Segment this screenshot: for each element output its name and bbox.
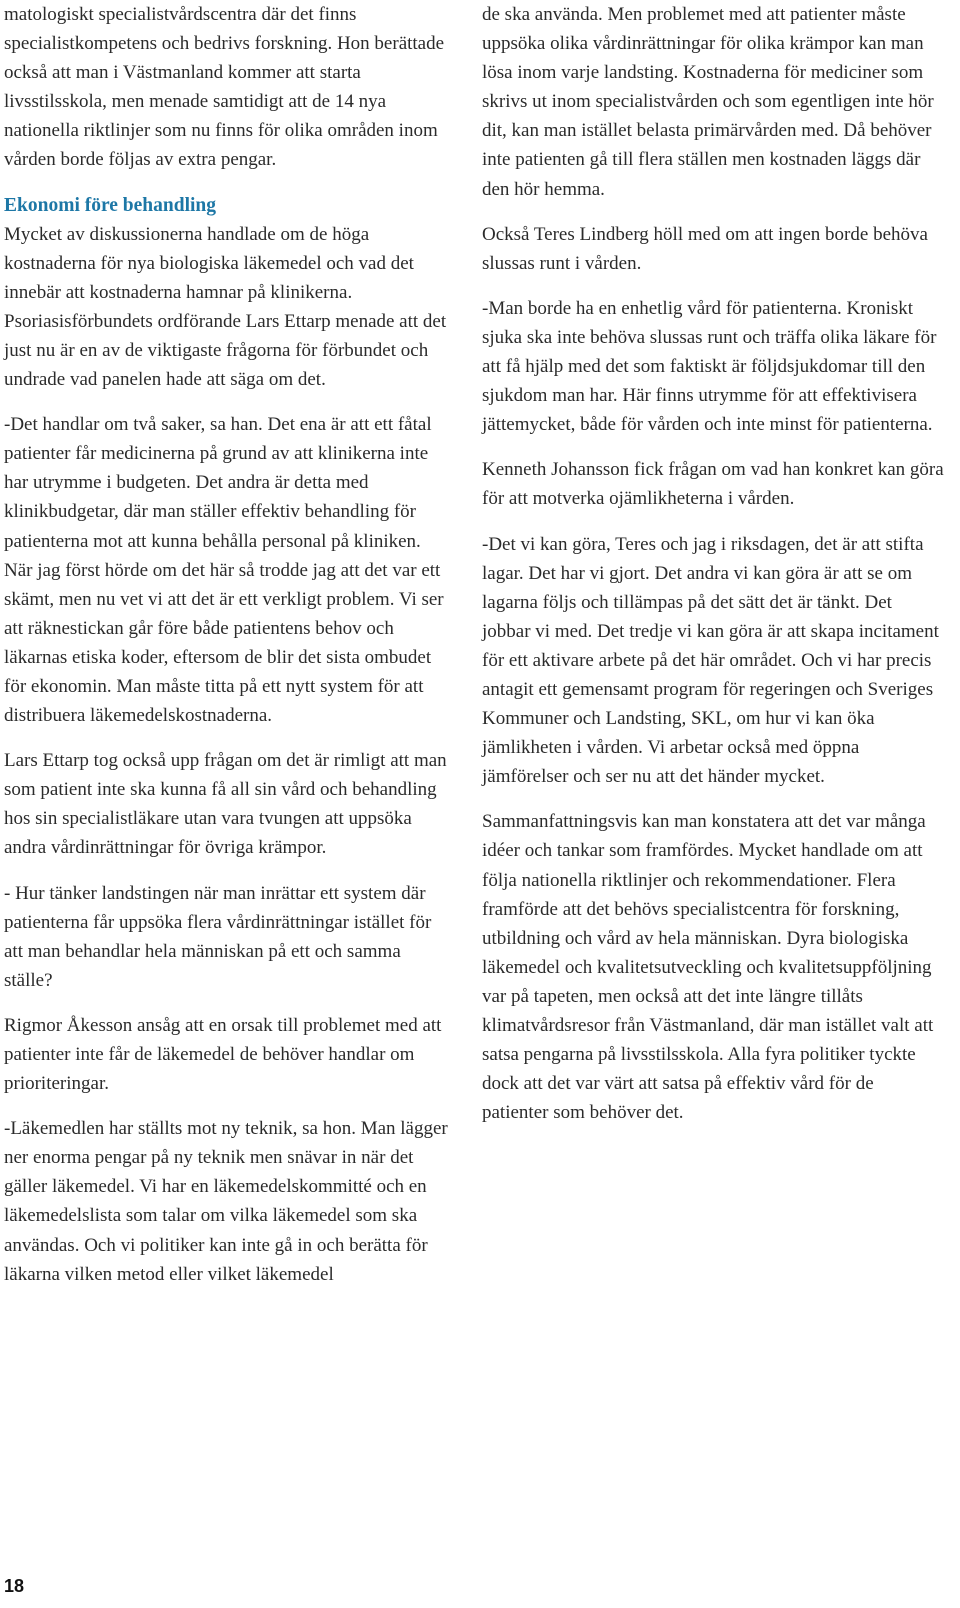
body-paragraph: -Det vi kan göra, Teres och jag i riksdagen, det är att stifta lagar. Det har vi gjort. Det andra vi kan göra är att se om lagarna följs och tillämpas på det sätt det är tänkt. Det jobbar vi med. Det tredje vi kan göra är att skapa incitament för ett aktivare arbete på det här området. Och vi har precis antagit ett gemensamt program för regeringen och Sveriges Kommuner och Landsting, SKL, om hur vi kan öka jämlikheten i vården. Vi arbetar också med öppna jämförelser och ser nu att det händer mycket. xyxy=(482,533,939,788)
body-paragraph: -Man borde ha en enhetlig vård för patienterna. Kroniskt sjuka ska inte behöva slussas runt och träffa olika läkare för att få hjälp med det som faktiskt är följdsjukdomar till den sjukdom man har. Här finns utrymme för att effektivisera jättemycket, både för vården och inte minst för patienterna. xyxy=(482,297,937,436)
body-paragraph: Lars Ettarp tog också upp frågan om det är rimligt att man som patient inte ska kunna få all sin vård och behandling hos sin specialistläkare utan vara tvungen att uppsöka andra vårdinrättningar för övriga krämpor. xyxy=(4,750,447,859)
body-paragraph: Också Teres Lindberg höll med om att ingen borde behöva slussas runt i vården. xyxy=(482,223,928,274)
body-paragraph: -Läkemedlen har ställts mot ny teknik, sa hon. Man lägger ner enorma pengar på ny teknik men snävar in när det gäller läkemedel. Vi har en läkemedelskommitté och en läkemedelslista som talar om vilka läkemedel som ska användas. Och vi politiker kan inte gå in och berätta för läkarna vilken metod eller vilket läkemedel xyxy=(4,1118,448,1285)
body-paragraph: Mycket av diskussionerna handlade om de höga kostnaderna för nya biologiska läkemedel och vad det innebär att kostnaderna hamnar på klinikerna. Psoriasisförbundets ordförande Lars Ettarp menade att det just nu är en av de viktigaste frågorna för förbundet och undrade vad panelen hade att säga om det. xyxy=(4,223,447,391)
section-heading: Ekonomi före behandling xyxy=(4,194,217,216)
body-paragraph: Sammanfattningsvis kan man konstatera att det var många idéer och tankar som framfördes. Mycket handlade om att följa nationella riktlinjer och rekommendationer. Flera framförde att det behövs specialistcentra för forskning, utbildning och vård av hela människan. Dyra biologiska läkemedel och kvalitetsutveckling och kvalitetsuppföljning var på tapeten, men också att det inte längre tillåts klimatvårdsresor från Västmanland, där man istället valt att satsa pengarna på livsstilsskola. Alla fyra politiker tyckte dock att det var värt att satsa på effektiv vård för de patienter som behöver det. xyxy=(482,811,934,1124)
body-paragraph: de ska använda. Men problemet med att patienter måste uppsöka olika vårdinrättningar för olika krämpor kan man lösa inom varje landsting. Kostnaderna för mediciner som skrivs ut inom specialistvården och som egentligen inte hör dit, kan man istället belasta primärvården med. Då behöver inte patienten gå till flera ställen men kostnaden läggs där den hör hemma. xyxy=(482,4,934,200)
body-paragraph: Kenneth Johansson fick frågan om vad han konkret kan göra för att motverka ojämlikheterna i vården. xyxy=(482,459,944,510)
left-column xyxy=(4,0,452,1305)
body-paragraph: - Hur tänker landstingen när man inrättar ett system där patienterna får uppsöka flera vårdinrättningar istället för att man behandlar hela människan på ett och samma ställe? xyxy=(4,882,432,991)
body-paragraph: Rigmor Åkesson ansåg att en orsak till problemet med att patienter inte får de läkemedel de behöver handlar om prioriteringar. xyxy=(4,1014,442,1095)
intro-paragraph: matologiskt specialistvårdscentra där det finns specialistkompetens och bedrivs forskning. Hon berättade också att man i Västmanland kommer att starta livsstilsskola, men menade samtidigt att de 14 nya nationella riktlinjer som nu finns för olika områden inom vården borde följas av extra pengar. xyxy=(4,4,445,171)
right-column xyxy=(482,0,944,1143)
body-paragraph: -Det handlar om två saker, sa han. Det ena är att ett fåtal patienter får medicinerna på grund av att klinikerna inte har utrymme i budgeten. Det andra är detta med klinikbudgetar, där man ställer effektiv behandling för patienterna mot att kunna behålla personal på kliniken. När jag först hörde om det här så trodde jag att det var ett skämt, men nu vet vi att det är ett verkligt problem. Vi ser att räknestickan går före både patientens behov och läkarnas etiska koder, eftersom de blir det sista ombudet för ekonomin. Man måste titta på ett nytt system för att distribuera läkemedelskostnaderna. xyxy=(4,414,444,727)
page-number: 18 xyxy=(4,1576,25,1596)
